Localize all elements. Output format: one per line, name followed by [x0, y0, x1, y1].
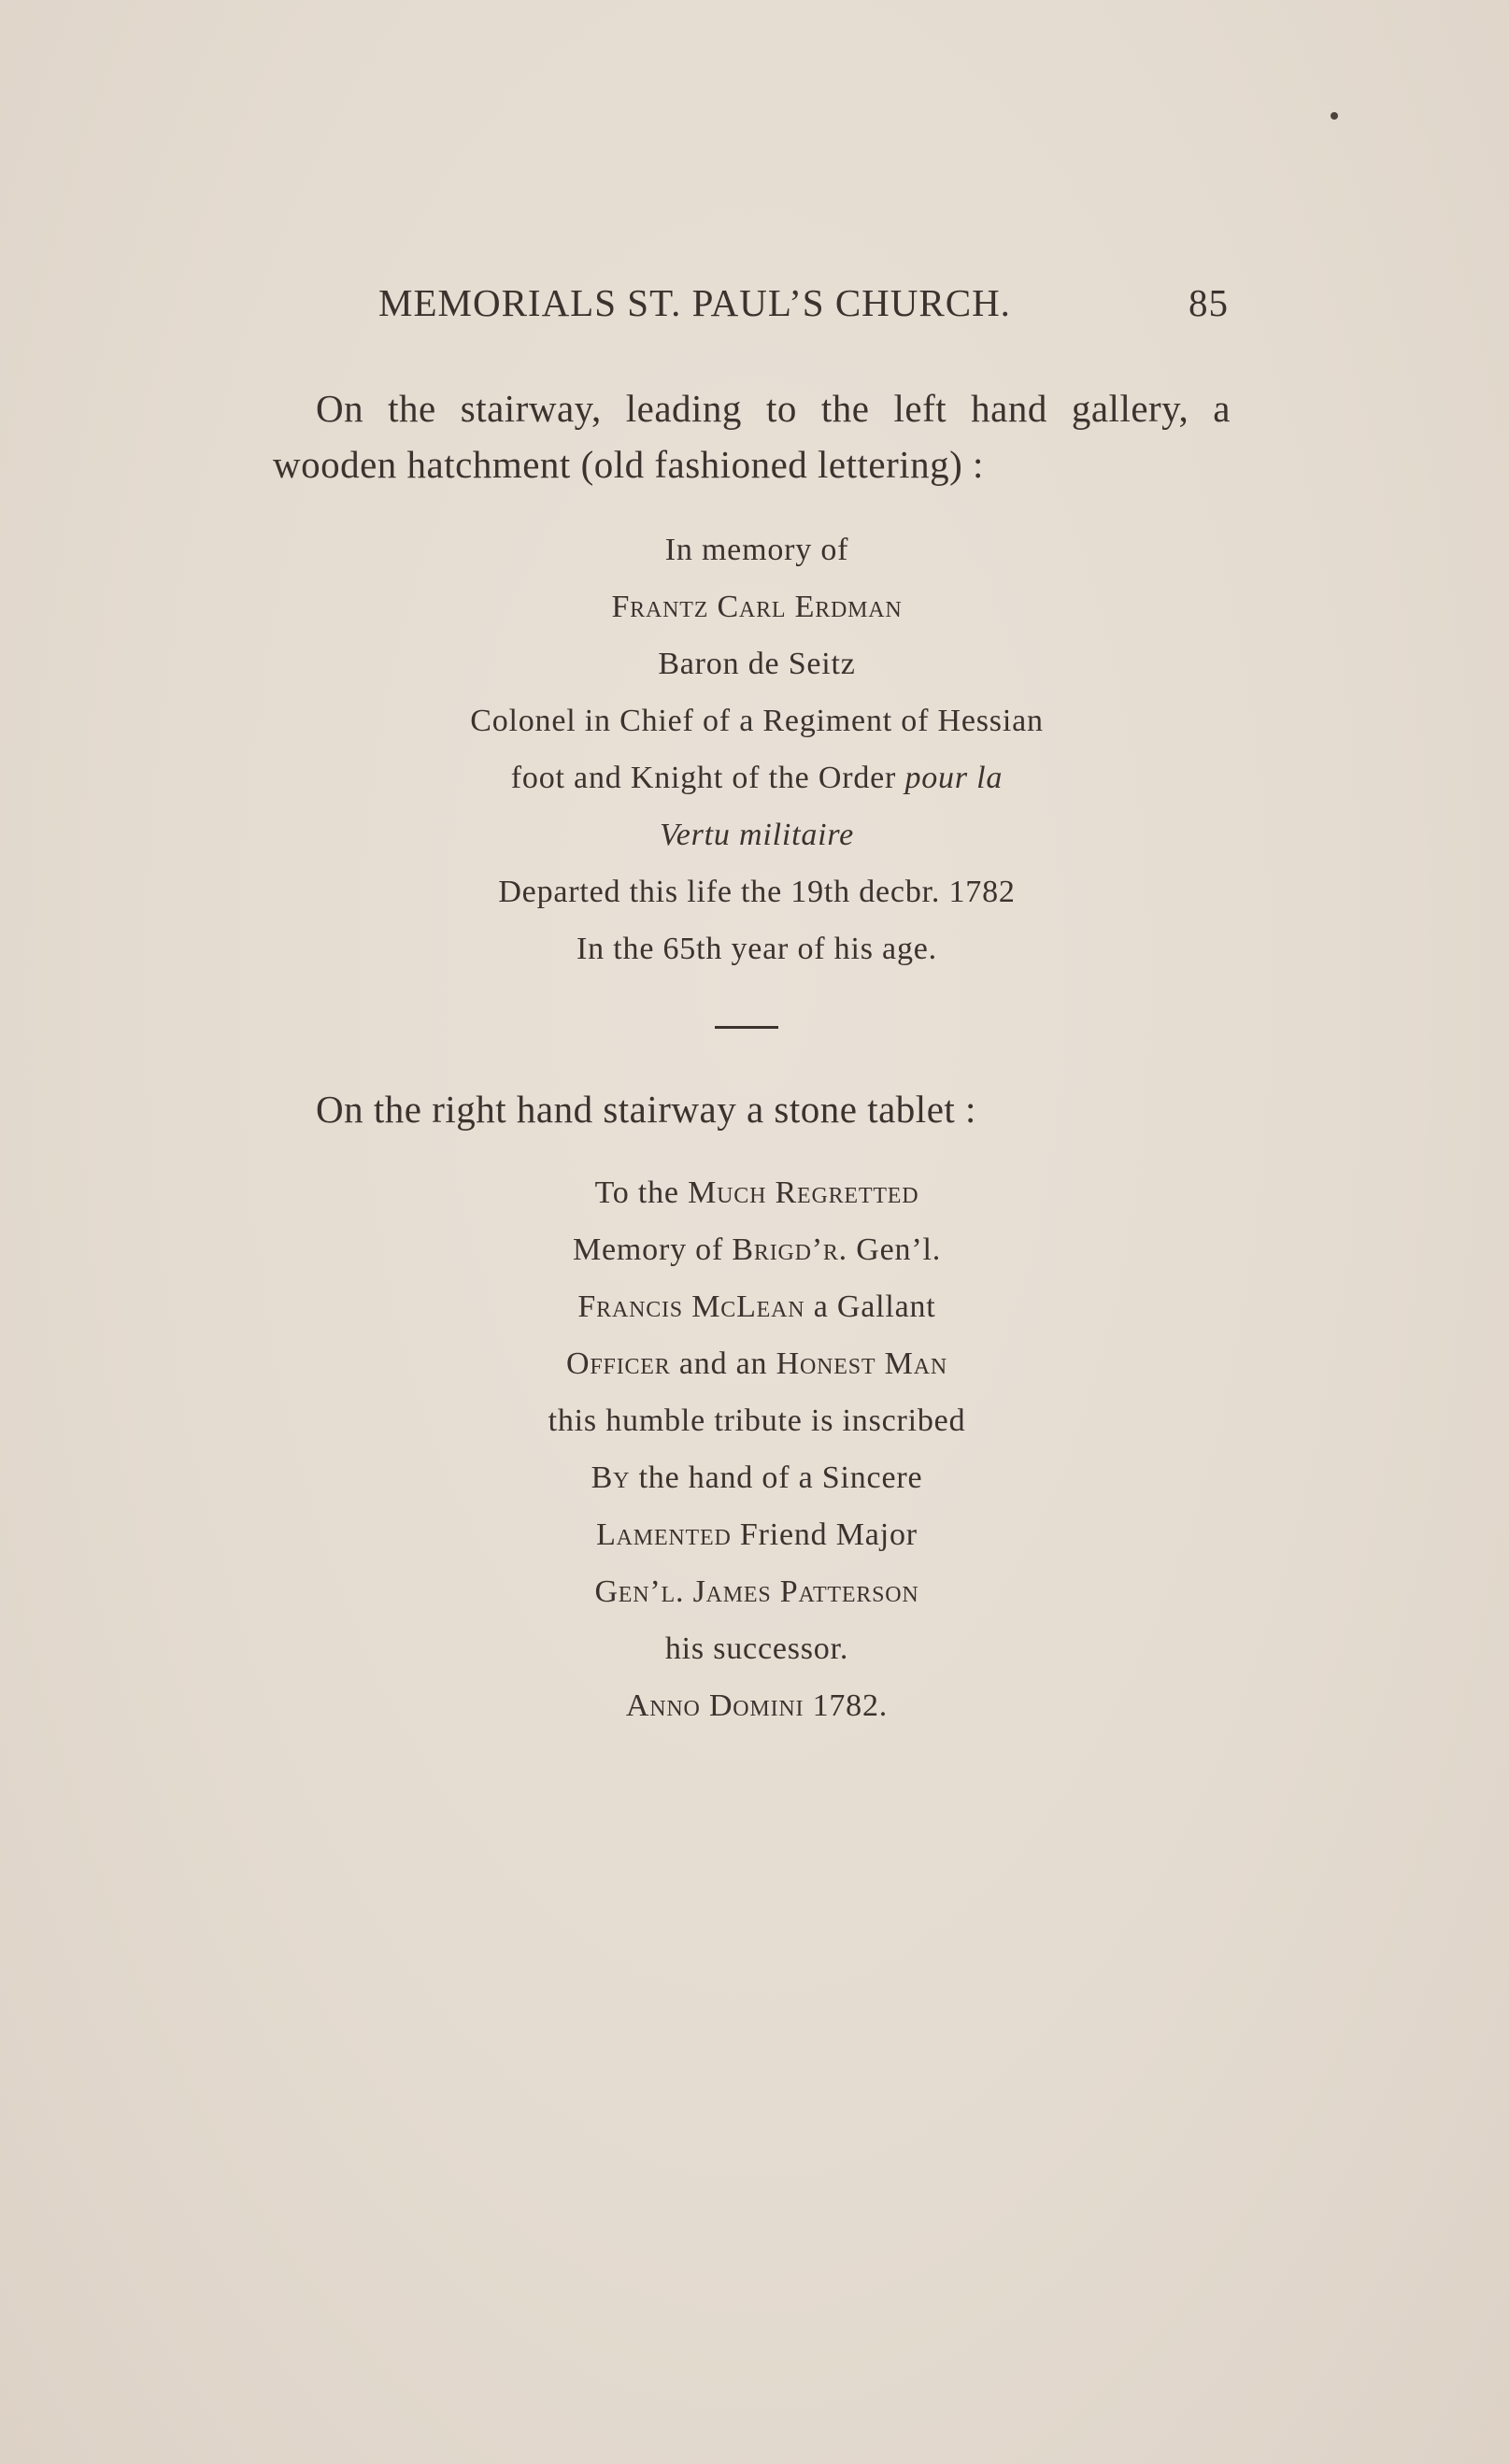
hatchment-intro-line-1: On the stairway, leading to the left hand gallery, a — [316, 387, 1231, 430]
hatchment-inscription — [290, 521, 1224, 977]
inscription-smallcaps-text: Francis McLean — [577, 1289, 805, 1324]
inscription-line: Gen’l. James Patterson — [594, 1574, 919, 1609]
inscription-line — [290, 749, 1224, 806]
inscription-line: Anno Domini 1782. — [625, 1688, 889, 1723]
inscription-smallcaps-text: Officer — [566, 1346, 671, 1381]
inscription-text: the hand of a Sincere — [630, 1460, 923, 1495]
inscription-text: To the — [594, 1175, 689, 1210]
page-number: 85 — [1189, 281, 1229, 324]
inscription-smallcaps-text: Much Regretted — [688, 1175, 919, 1210]
hatchment-intro-line-2: wooden hatchment (old fashioned lettering) : — [273, 443, 984, 486]
hatchment-intro — [273, 380, 1231, 492]
inscription-line: Baron de Seitz — [658, 647, 856, 681]
inscription-text: Friend Major — [731, 1517, 918, 1552]
inscription-line — [290, 1335, 1224, 1392]
running-head-title: MEMORIALS ST. PAUL’S CHURCH. — [378, 281, 1011, 324]
running-head — [378, 280, 1229, 336]
inscription-smallcaps-text: Brigd’r. — [732, 1232, 847, 1267]
inscription-text: a Gallant — [804, 1289, 936, 1324]
inscription-line — [290, 1164, 1224, 1221]
inscription-line: In the 65th year of his age. — [577, 932, 937, 966]
inscription-line: Vertu militaire — [659, 818, 855, 852]
section-divider — [715, 1026, 778, 1029]
inscription-line: In memory of — [664, 533, 849, 567]
inscription-smallcaps-text: Honest Man — [776, 1346, 947, 1381]
inscription-line — [290, 1278, 1224, 1335]
inscription-text: Gen’l. — [847, 1232, 941, 1267]
paper-speck — [1331, 112, 1338, 120]
inscription-text: foot and Knight of the Order — [510, 761, 905, 795]
inscription-line — [290, 1449, 1224, 1506]
tablet-inscription — [290, 1164, 1224, 1734]
inscription-smallcaps-text: Lamented — [596, 1517, 732, 1552]
inscription-line — [290, 1221, 1224, 1278]
inscription-smallcaps-text: By — [591, 1460, 631, 1495]
tablet-intro: On the right hand stairway a stone tablet : — [316, 1088, 976, 1131]
inscription-line: Departed this life the 19th decbr. 1782 — [498, 875, 1016, 909]
inscription-line: Colonel in Chief of a Regiment of Hessian — [470, 704, 1044, 738]
inscription-line — [290, 1506, 1224, 1563]
inscription-line: this humble tribute is inscribed — [548, 1403, 966, 1438]
inscription-text: Memory of — [572, 1232, 733, 1267]
inscription-line: Frantz Carl Erdman — [611, 590, 903, 624]
inscription-line: his successor. — [664, 1631, 849, 1666]
inscription-italic-text: pour la — [904, 761, 1004, 795]
inscription-text: and an — [670, 1346, 776, 1381]
